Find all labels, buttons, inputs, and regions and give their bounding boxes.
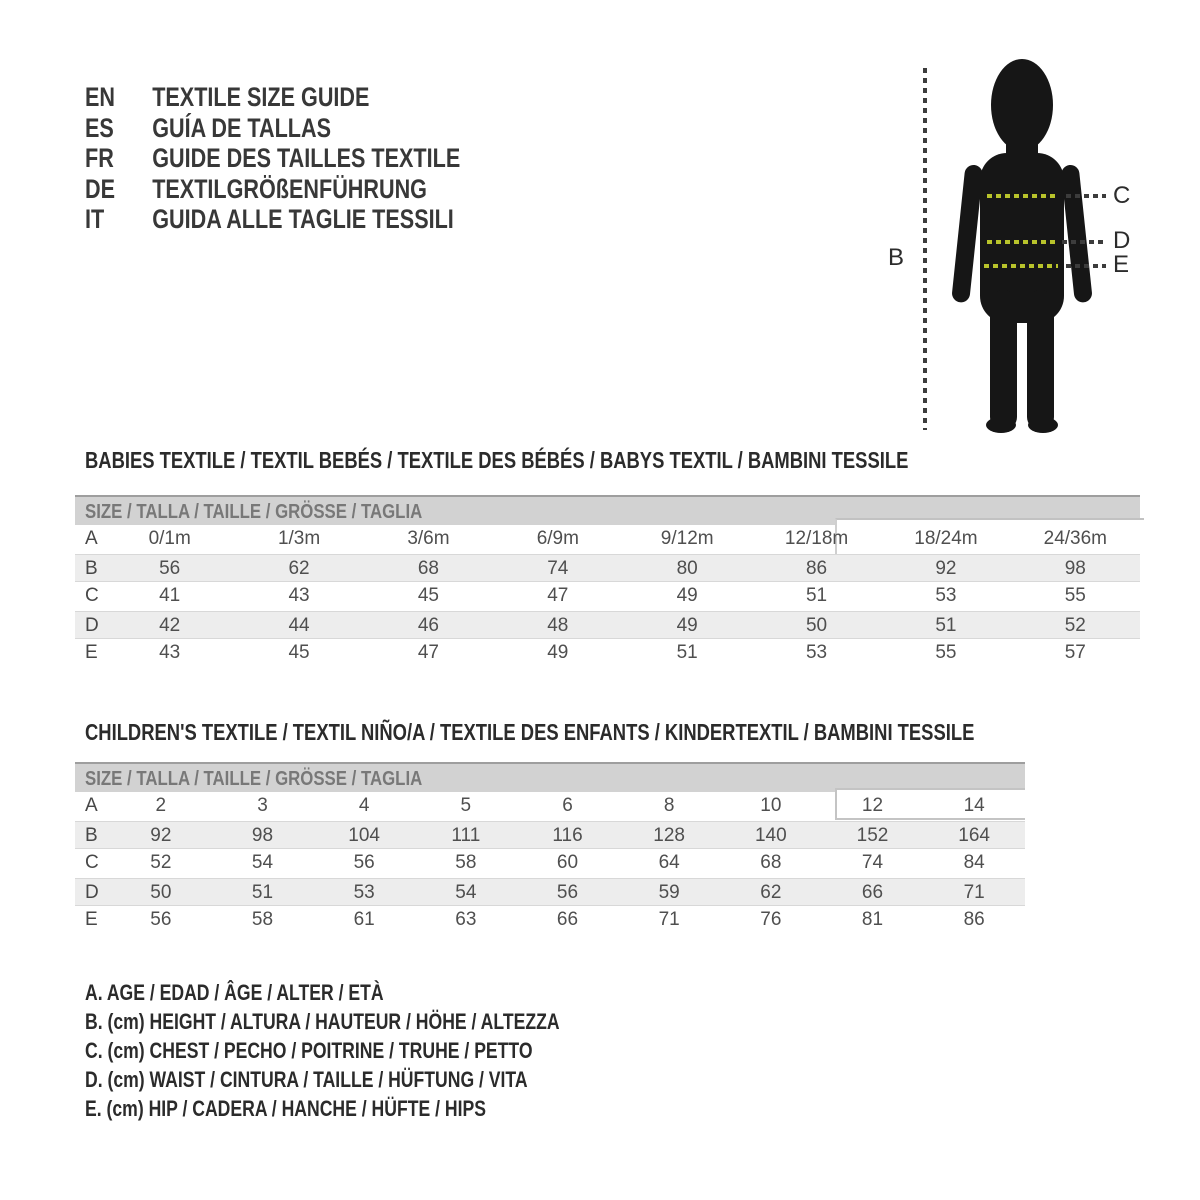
table-cell: 3 xyxy=(257,795,268,816)
table-cell: 51 xyxy=(251,881,274,903)
figure-label-d: D xyxy=(1113,227,1131,254)
row-label: A xyxy=(85,528,98,549)
table-cell: 4 xyxy=(358,795,370,816)
table-cell: 49 xyxy=(676,585,698,607)
table-cell: 50 xyxy=(150,881,172,903)
table-cell: 152 xyxy=(856,824,889,846)
table-cell: 58 xyxy=(455,852,477,874)
language-title: GUIDA ALLE TAGLIE TESSILI xyxy=(152,204,454,235)
table-cell: 84 xyxy=(963,852,985,874)
babies-table-row-E xyxy=(75,639,1140,668)
language-row xyxy=(85,113,554,144)
table-cell: 45 xyxy=(288,642,310,664)
language-title: TEXTILE SIZE GUIDE xyxy=(152,82,370,112)
table-cell: 12/18m xyxy=(784,528,849,549)
language-code: DE xyxy=(85,173,116,204)
language-title: GUIDE DES TAILLES TEXTILE xyxy=(152,143,461,174)
language-code: FR xyxy=(85,143,114,174)
language-code: EN xyxy=(85,82,116,112)
child-silhouette-figure xyxy=(950,55,1095,455)
table-cell: 49 xyxy=(676,614,698,636)
silhouette-left-foot xyxy=(986,417,1016,433)
hip-extension-dash xyxy=(1066,264,1106,268)
table-cell: 41 xyxy=(159,585,181,607)
table-cell: 116 xyxy=(552,824,583,846)
table-cell: 80 xyxy=(676,557,698,579)
language-code: IT xyxy=(85,204,105,235)
table-cell: 53 xyxy=(805,642,828,664)
babies-section-heading: BABIES TEXTILE / TEXTIL BEBÉS / TEXTILE DES BÉBÉS / BABYS TEXTIL / BAMBINI TESSILE xyxy=(85,447,909,473)
row-label: D xyxy=(85,881,99,903)
table-cell: 74 xyxy=(861,852,884,874)
table-cell: 56 xyxy=(556,881,579,903)
legend-line: D. (cm) WAIST / CINTURA / TAILLE / HÜFTUNG / VITA xyxy=(85,1067,528,1092)
figure-label-c: C xyxy=(1113,182,1131,209)
table-cell: 61 xyxy=(353,909,375,931)
table-cell: 51 xyxy=(805,585,828,607)
table-cell: 92 xyxy=(150,824,172,846)
table-cell: 47 xyxy=(547,585,569,607)
babies-size-table xyxy=(75,495,1140,668)
measurement-legend xyxy=(85,978,678,1123)
table-cell: 52 xyxy=(1064,614,1086,636)
table-cell: 86 xyxy=(963,909,985,931)
children-size-header-bar: SIZE / TALLA / TAILLE / GRÖSSE / TAGLIA xyxy=(75,762,1025,792)
waist-extension-dash xyxy=(1062,240,1106,244)
table-cell: 52 xyxy=(150,852,172,874)
table-cell: 55 xyxy=(1064,585,1086,607)
children-table-row-A xyxy=(75,792,1025,821)
table-cell: 66 xyxy=(556,909,579,931)
table-cell: 51 xyxy=(935,614,957,636)
height-measure-line-b xyxy=(923,68,927,430)
babies-table-rows xyxy=(75,525,1140,668)
table-cell: 54 xyxy=(251,852,274,874)
table-cell: 128 xyxy=(653,824,685,846)
table-cell: 10 xyxy=(760,795,782,816)
waist-measure-dash xyxy=(987,240,1055,244)
table-cell: 24/36m xyxy=(1043,528,1107,549)
table-cell: 42 xyxy=(159,614,181,636)
children-table-row-C xyxy=(75,849,1025,878)
table-cell: 6 xyxy=(562,795,573,816)
children-table-row-D xyxy=(75,878,1025,907)
table-cell: 56 xyxy=(150,909,172,931)
table-cell: 12 xyxy=(861,795,884,816)
table-cell: 81 xyxy=(861,909,884,931)
row-label: E xyxy=(85,642,98,664)
table-cell: 62 xyxy=(760,881,782,903)
table-cell: 18/24m xyxy=(914,528,978,549)
row-label: B xyxy=(85,824,98,846)
table-cell: 49 xyxy=(547,642,569,664)
table-cell: 50 xyxy=(805,614,828,636)
silhouette-right-arm xyxy=(1061,164,1093,303)
chest-measure-dash xyxy=(987,194,1059,198)
table-cell: 92 xyxy=(935,557,957,579)
hip-measure-dash xyxy=(984,264,1058,268)
babies-table-row-C xyxy=(75,582,1140,611)
children-table-row-B xyxy=(75,821,1025,850)
babies-table-row-D xyxy=(75,611,1140,640)
row-label: E xyxy=(85,909,98,931)
legend-line: B. (cm) HEIGHT / ALTURA / HAUTEUR / HÖHE / ALTEZZA xyxy=(85,1009,560,1034)
table-cell: 71 xyxy=(963,881,985,903)
table-cell: 98 xyxy=(251,824,274,846)
table-cell: 68 xyxy=(760,852,782,874)
table-cell: 98 xyxy=(1064,557,1086,579)
table-cell: 43 xyxy=(288,585,310,607)
table-cell: 59 xyxy=(658,881,680,903)
table-cell: 62 xyxy=(288,557,310,579)
row-label: A xyxy=(85,795,98,816)
table-cell: 46 xyxy=(417,614,439,636)
babies-table-row-B xyxy=(75,554,1140,583)
language-title: TEXTILGRÖßENFÜHRUNG xyxy=(152,173,427,204)
silhouette-left-arm xyxy=(951,164,983,303)
table-cell: 60 xyxy=(556,852,579,874)
language-code: ES xyxy=(85,112,114,143)
row-label: C xyxy=(85,852,99,874)
table-cell: 2 xyxy=(155,795,167,816)
table-cell: 53 xyxy=(353,881,375,903)
table-cell: 63 xyxy=(455,909,477,931)
row-label: C xyxy=(85,585,99,607)
silhouette-left-leg xyxy=(990,290,1017,430)
table-cell: 64 xyxy=(658,852,680,874)
table-cell: 53 xyxy=(935,585,957,607)
language-title: GUÍA DE TALLAS xyxy=(152,112,331,143)
table-cell: 1/3m xyxy=(277,528,321,549)
silhouette-right-foot xyxy=(1028,417,1058,433)
table-cell: 3/6m xyxy=(407,528,450,549)
table-cell: 74 xyxy=(547,557,569,579)
children-section-heading: CHILDREN'S TEXTILE / TEXTIL NIÑO/A / TEXTILE DES ENFANTS / KINDERTEXTIL / BAMBINI TESSILE xyxy=(85,719,975,745)
table-cell: 68 xyxy=(417,557,439,579)
children-size-table xyxy=(75,762,1025,935)
table-cell: 76 xyxy=(760,909,782,931)
legend-line: E. (cm) HIP / CADERA / HANCHE / HÜFTE / HIPS xyxy=(85,1096,486,1121)
table-cell: 9/12m xyxy=(660,528,714,549)
table-cell: 140 xyxy=(754,824,787,846)
language-row xyxy=(85,174,554,205)
silhouette-right-leg xyxy=(1027,290,1054,430)
table-cell: 54 xyxy=(455,881,477,903)
row-label: D xyxy=(85,614,99,636)
table-cell: 14 xyxy=(963,795,985,816)
language-row xyxy=(85,143,554,174)
table-cell: 104 xyxy=(348,824,380,846)
table-cell: 66 xyxy=(861,881,884,903)
babies-size-header-bar: SIZE / TALLA / TAILLE / GRÖSSE / TAGLIA xyxy=(75,495,1140,525)
language-title-list xyxy=(85,82,554,235)
figure-label-b: B xyxy=(888,244,905,271)
children-table-row-E xyxy=(75,906,1025,935)
table-cell: 43 xyxy=(159,642,181,664)
table-cell: 56 xyxy=(353,852,375,874)
table-cell: 48 xyxy=(547,614,569,636)
legend-line: C. (cm) CHEST / PECHO / POITRINE / TRUHE / PETTO xyxy=(85,1038,533,1063)
table-cell: 164 xyxy=(958,824,990,846)
table-cell: 86 xyxy=(805,557,828,579)
figure-label-e: E xyxy=(1113,251,1130,278)
legend-line: A. AGE / EDAD / ÂGE / ALTER / ETÀ xyxy=(85,980,384,1005)
table-cell: 111 xyxy=(451,824,481,846)
table-cell: 56 xyxy=(159,557,181,579)
row-label: B xyxy=(85,557,98,579)
table-cell: 51 xyxy=(676,642,698,664)
table-cell: 8 xyxy=(663,795,675,816)
babies-table-row-A xyxy=(75,525,1140,554)
table-cell: 71 xyxy=(658,909,680,931)
children-table-rows xyxy=(75,792,1025,935)
table-cell: 0/1m xyxy=(148,528,191,549)
table-cell: 55 xyxy=(935,642,957,664)
table-cell: 44 xyxy=(288,614,310,636)
language-row xyxy=(85,82,554,113)
chest-extension-dash xyxy=(1066,194,1106,198)
table-cell: 58 xyxy=(251,909,274,931)
language-row xyxy=(85,204,554,235)
table-cell: 6/9m xyxy=(536,528,579,549)
table-cell: 47 xyxy=(417,642,439,664)
table-cell: 45 xyxy=(417,585,439,607)
table-cell: 57 xyxy=(1064,642,1086,664)
table-cell: 5 xyxy=(460,795,472,816)
